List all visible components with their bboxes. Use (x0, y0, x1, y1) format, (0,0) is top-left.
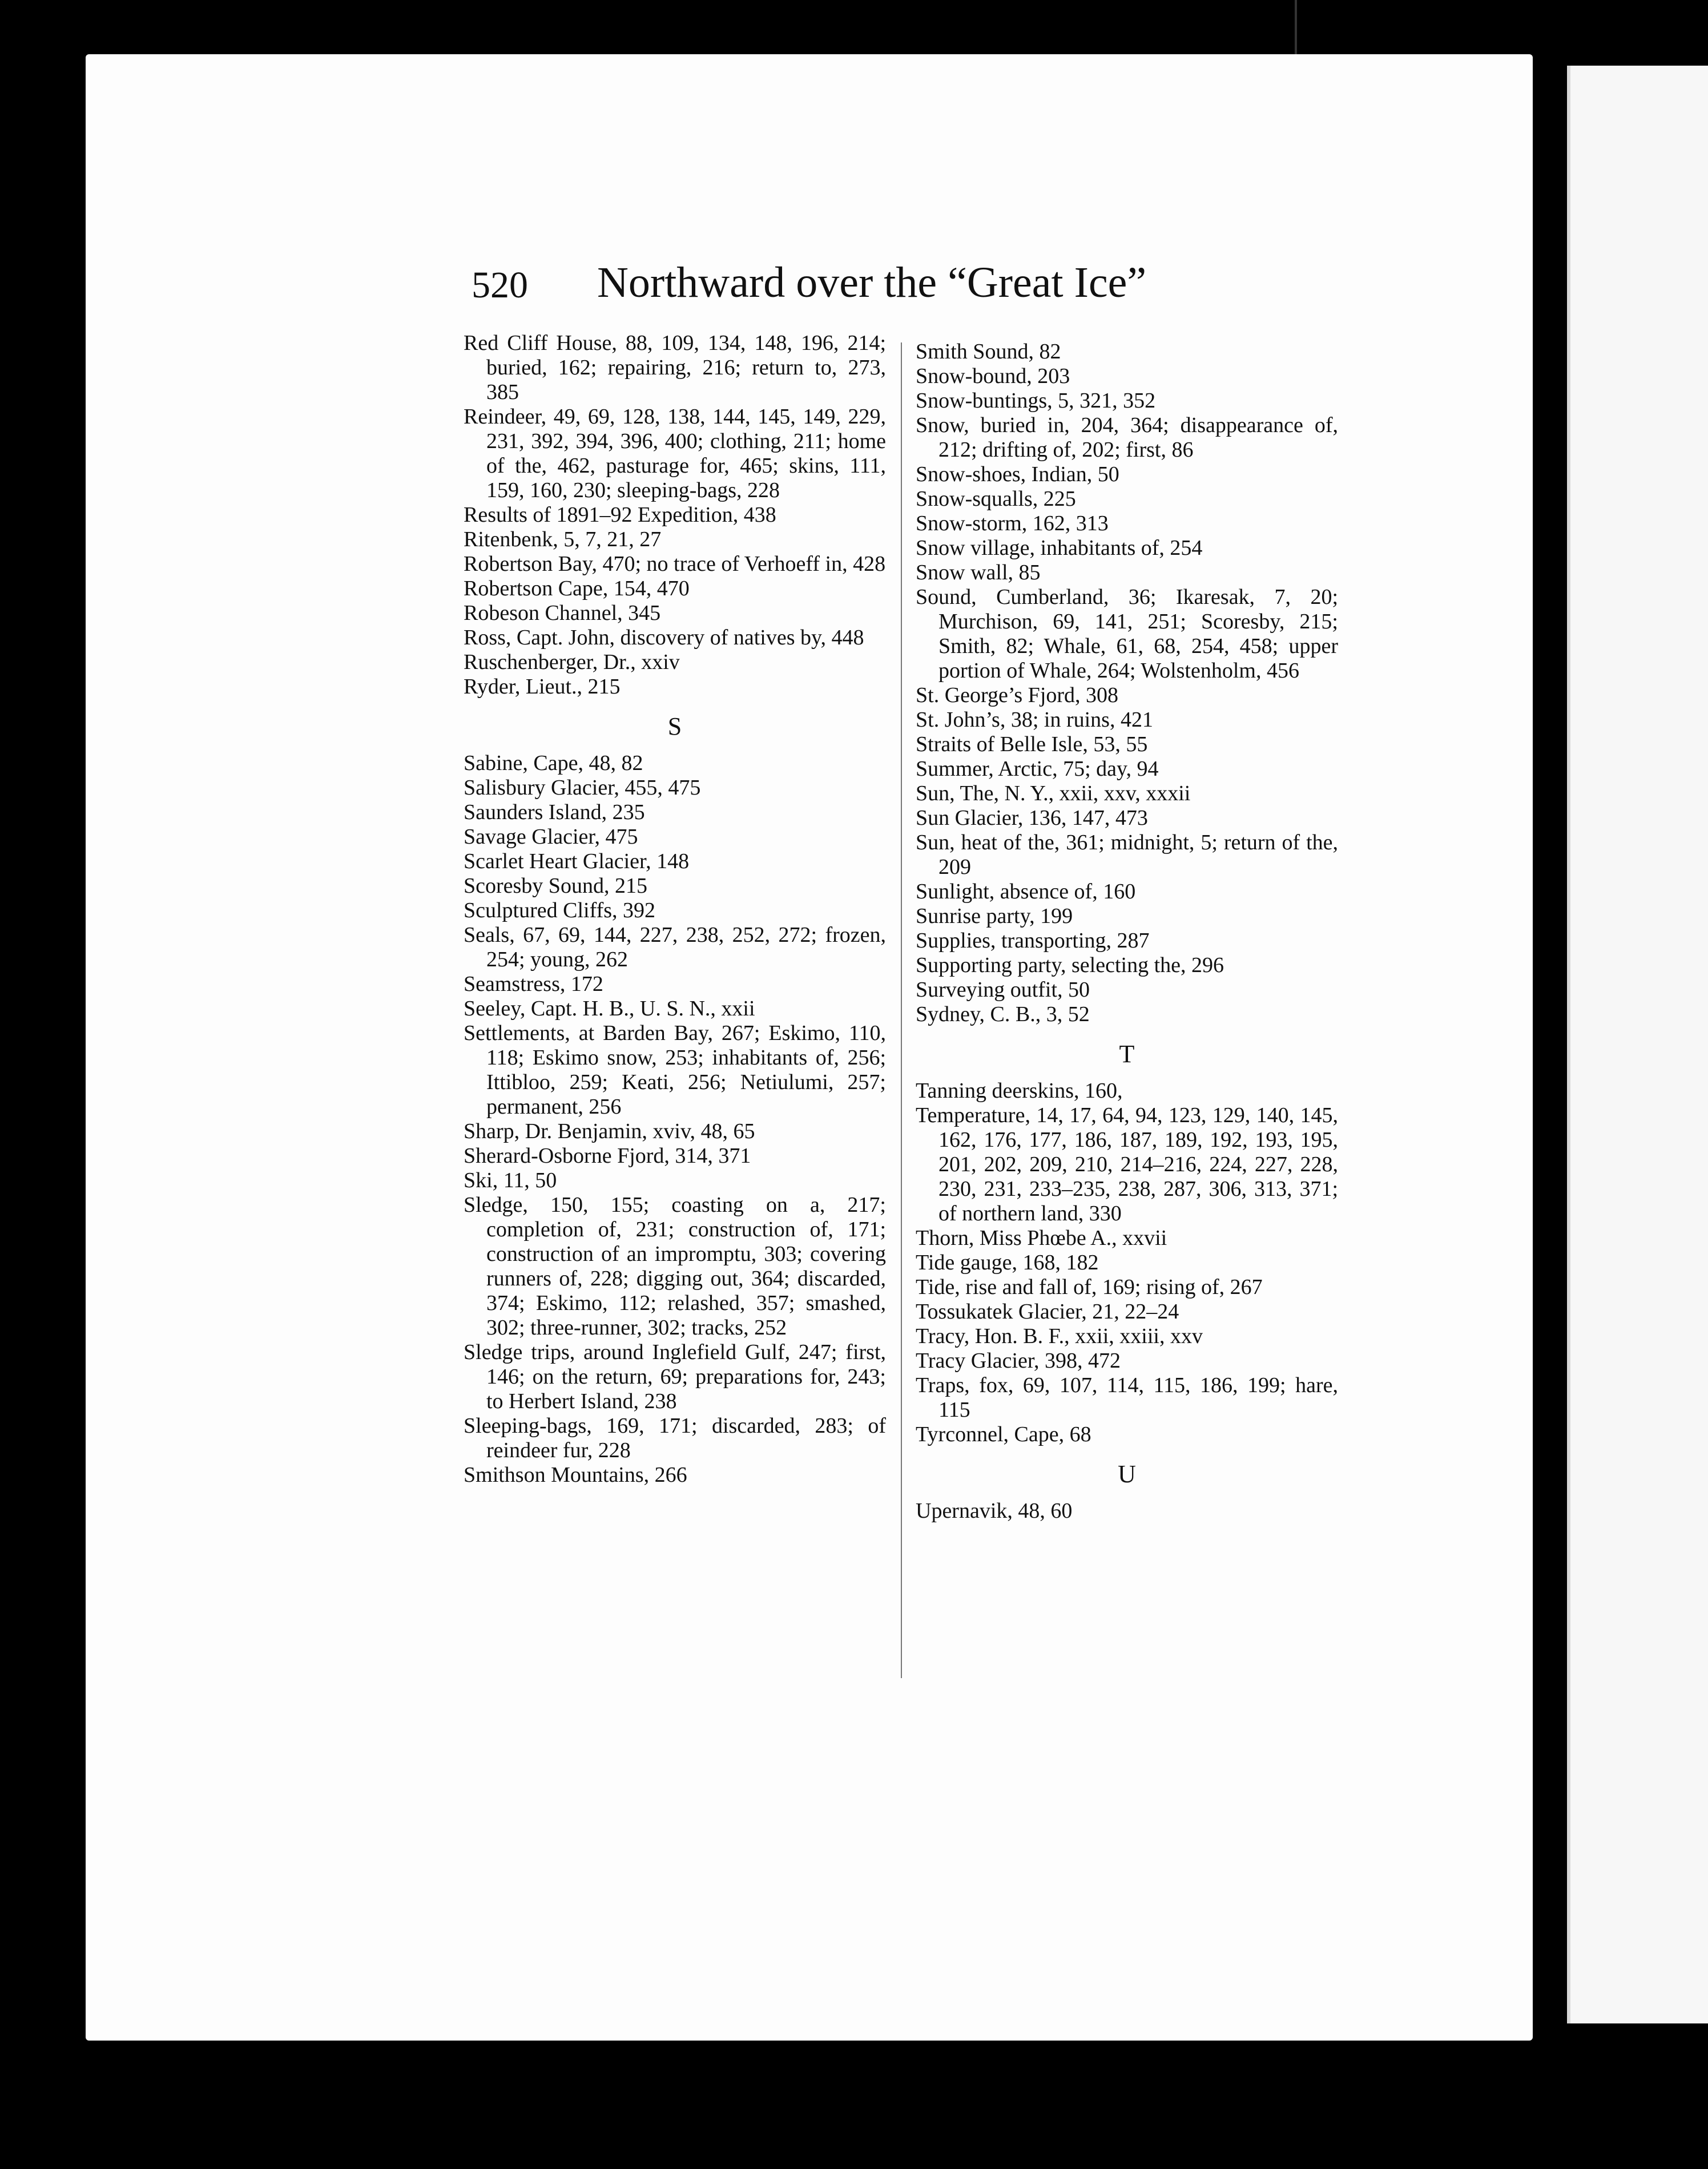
index-entry: Tossukatek Glacier, 21, 22–24 (916, 1300, 1179, 1324)
index-entry: Tyrconnel, Cape, 68 (916, 1422, 1091, 1446)
adjacent-page-edge (1567, 66, 1708, 2023)
index-entry: Scoresby Sound, 215 (464, 874, 647, 898)
index-entry: Salisbury Glacier, 455, 475 (464, 776, 701, 800)
index-entry: Snow-storm, 162, 313 (916, 511, 1109, 535)
index-entry: Ritenbenk, 5, 7, 21, 27 (464, 527, 662, 551)
index-group-r (464, 331, 886, 699)
index-entry: Snow wall, 85 (916, 561, 1041, 584)
page-number: 520 (472, 264, 528, 306)
index-entry: Settlements, at Barden Bay, 267; Eskimo, 110, 118; Eskimo snow, 253; inhabitants of, 256; Ittibloo, 259; Keati, 256; Netiulumi, 257; permanent, 256 (464, 1021, 886, 1119)
index-entry: Summer, Arctic, 75; day, 94 (916, 757, 1159, 781)
index-entry: Tide, rise and fall of, 169; rising of, 267 (916, 1275, 1263, 1299)
index-group-u (916, 1499, 1338, 1523)
index-group-t (916, 1079, 1338, 1447)
index-entry: Ruschenberger, Dr., xxiv (464, 650, 680, 674)
index-entry: Snow-squalls, 225 (916, 487, 1076, 511)
running-title: Northward over the “Great Ice” (597, 259, 1147, 307)
index-entry: Sound, Cumberland, 36; Ikaresak, 7, 20; Murchison, 69, 141, 251; Scoresby, 215; Smith, 82; Whale, 61, 68, 254, 458; upper portion of Whale, 264; Wolstenholm, 456 (916, 585, 1338, 683)
index-entry: Smith Sound, 82 (916, 340, 1061, 364)
index-entry: Straits of Belle Isle, 53, 55 (916, 732, 1148, 756)
index-entry: Sherard-Osborne Fjord, 314, 371 (464, 1144, 751, 1168)
page-header (472, 258, 1271, 321)
index-group-s-continued (916, 340, 1338, 1027)
index-entry: Snow-shoes, Indian, 50 (916, 462, 1119, 486)
index-entry: Scarlet Heart Glacier, 148 (464, 849, 690, 873)
index-entry: Ross, Capt. John, discovery of natives by, 448 (464, 626, 864, 650)
index-column-right (916, 340, 1338, 1523)
index-entry: Sharp, Dr. Benjamin, xviv, 48, 65 (464, 1119, 755, 1143)
index-entry: Tanning deerskins, 160, (916, 1079, 1123, 1103)
index-entry: Ryder, Lieut., 215 (464, 675, 621, 699)
index-entry: Sun, The, N. Y., xxii, xxv, xxxii (916, 781, 1191, 805)
index-entry: Ski, 11, 50 (464, 1168, 557, 1192)
scan-edge-mark (1295, 0, 1297, 54)
index-entry: Sunrise party, 199 (916, 904, 1073, 928)
index-entry: Snow-buntings, 5, 321, 352 (916, 389, 1156, 413)
index-entry: Snow village, inhabitants of, 254 (916, 536, 1203, 560)
index-entry: St. George’s Fjord, 308 (916, 683, 1119, 707)
index-entry: Supplies, transporting, 287 (916, 929, 1150, 953)
index-entry: Sun, heat of the, 361; midnight, 5; return of the, 209 (916, 830, 1338, 879)
index-entry: Sleeping-bags, 169, 171; discarded, 283; of reindeer fur, 228 (464, 1414, 886, 1462)
index-entry: Thorn, Miss Phœbe A., xxvii (916, 1226, 1167, 1250)
index-entry: Results of 1891–92 Expedition, 438 (464, 503, 776, 527)
index-entry: Sun Glacier, 136, 147, 473 (916, 806, 1148, 830)
index-entry: Sledge trips, around Inglefield Gulf, 247; first, 146; on the return, 69; preparations for, 243; to Herbert Island, 238 (464, 1340, 886, 1413)
column-divider (901, 342, 902, 1678)
index-entry: Seamstress, 172 (464, 972, 603, 996)
index-entry: Sledge, 150, 155; coasting on a, 217; completion of, 231; construction of, 171; construction of an impromptu, 303; covering runners of, 228; digging out, 364; discarded, 374; Eskimo, 112; relashed, 357; smashed, 302; three-runner, 302; tracks, 252 (464, 1193, 886, 1340)
index-entry: Snow, buried in, 204, 364; disappearance of, 212; drifting of, 202; first, 86 (916, 413, 1338, 462)
index-entry: Temperature, 14, 17, 64, 94, 123, 129, 140, 145, 162, 176, 177, 186, 187, 189, 192, 193, 195, 201, 202, 209, 210, 214–216, 224, 227, 228, 230, 231, 233–235, 238, 287, 306, 313, 371; of northern land, 330 (916, 1103, 1338, 1225)
index-entry: Tracy, Hon. B. F., xxii, xxiii, xxv (916, 1324, 1203, 1348)
index-entry: Robeson Channel, 345 (464, 601, 661, 625)
index-entry: Surveying outfit, 50 (916, 978, 1090, 1002)
index-entry: Sculptured Cliffs, 392 (464, 898, 656, 922)
index-entry: Seals, 67, 69, 144, 227, 238, 252, 272; frozen, 254; young, 262 (464, 923, 886, 971)
index-entry: Robertson Bay, 470; no trace of Verhoeff in, 428 (464, 552, 886, 576)
index-entry: Tracy Glacier, 398, 472 (916, 1349, 1121, 1373)
index-entry: Red Cliff House, 88, 109, 134, 148, 196, 214; buried, 162; repairing, 216; return to, 273, 385 (464, 331, 886, 404)
index-letter-heading: S (667, 712, 682, 740)
index-entry: Smithson Mountains, 266 (464, 1463, 687, 1487)
index-column-left (464, 331, 886, 1487)
index-entry: Supporting party, selecting the, 296 (916, 953, 1224, 977)
index-letter-heading: U (1118, 1460, 1136, 1488)
index-entry: Snow-bound, 203 (916, 364, 1070, 388)
index-entry: Traps, fox, 69, 107, 114, 115, 186, 199; hare, 115 (916, 1373, 1338, 1422)
index-entry: Upernavik, 48, 60 (916, 1499, 1073, 1523)
index-entry: Sydney, C. B., 3, 52 (916, 1002, 1090, 1026)
index-entry: Robertson Cape, 154, 470 (464, 576, 690, 600)
index-entry: St. John’s, 38; in ruins, 421 (916, 708, 1153, 732)
index-letter-heading: T (1119, 1040, 1135, 1068)
index-entry: Savage Glacier, 475 (464, 825, 638, 849)
index-entry: Tide gauge, 168, 182 (916, 1251, 1099, 1275)
index-entry: Sunlight, absence of, 160 (916, 880, 1136, 904)
index-entry: Saunders Island, 235 (464, 800, 645, 824)
index-group-s (464, 751, 886, 1487)
index-entry: Reindeer, 49, 69, 128, 138, 144, 145, 149, 229, 231, 392, 394, 396, 400; clothing, 211; home of the, 462, pasturage for, 465; skins, 111, 159, 160, 230; sleeping-bags, 228 (464, 405, 886, 502)
index-entry: Sabine, Cape, 48, 82 (464, 751, 643, 775)
index-entry: Seeley, Capt. H. B., U. S. N., xxii (464, 997, 755, 1021)
